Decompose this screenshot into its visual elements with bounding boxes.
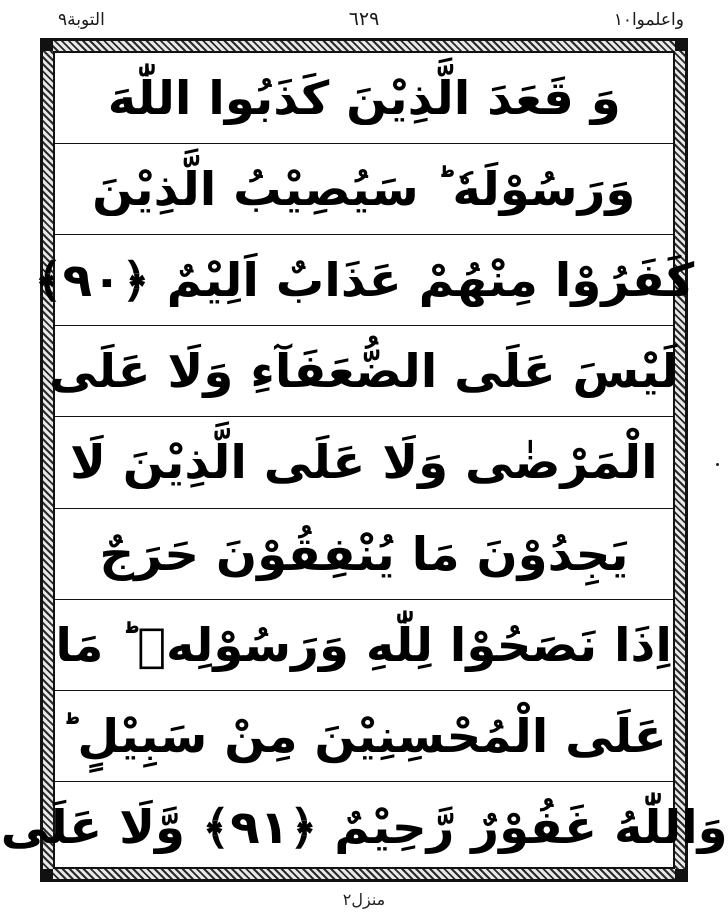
manzil-footer: منزل٢ <box>342 890 386 909</box>
quran-line-text: يَجِدُوْنَ مَا يُنْفِقُوْنَ حَرَجٌ <box>99 526 629 581</box>
quran-line <box>55 600 673 691</box>
page-number: ٦٢٩ <box>348 8 380 30</box>
surah-name: التوبة٩ <box>58 10 105 30</box>
quran-line-text: اِذَا نَصَحُوْا لِلّٰهِ وَرَسُوْلِهٖ ؕ مَا <box>55 617 673 672</box>
quran-line-text: وَاللّٰهُ غَفُوْرٌ رَّحِيْمٌ ﴿٩١﴾ وَّلَا عَلَى <box>0 800 728 855</box>
quran-line-text: عَلَى الْمُحْسِنِيْنَ مِنْ سَبِيْلٍ ؕ <box>60 708 668 763</box>
corner-ornament <box>43 41 53 51</box>
quran-line-text: كَفَرُوْا مِنْهُمْ عَذَابٌ اَلِيْمٌ ﴿٩٠﴾ <box>34 253 694 308</box>
quran-line <box>34 235 694 326</box>
quran-text-area <box>0 51 728 869</box>
corner-ornament <box>675 869 685 879</box>
corner-ornament <box>675 41 685 51</box>
page-border-frame <box>0 38 728 882</box>
quran-line-text: وَرَسُوْلَهٗ ؕ سَيُصِيْبُ الَّذِيْنَ <box>92 162 636 217</box>
quran-line <box>0 782 728 873</box>
page-header <box>0 6 728 34</box>
juz-name: واعلموا١٠ <box>613 10 684 30</box>
quran-line <box>49 326 679 417</box>
quran-line <box>55 144 673 235</box>
margin-mark <box>716 463 719 466</box>
quran-line <box>55 509 673 600</box>
quran-line <box>55 691 673 782</box>
quran-line-text: الْمَرْضٰى وَلَا عَلَى الَّذِيْنَ لَا <box>70 435 658 490</box>
quran-line-text: لَيْسَ عَلَى الضُّعَفَآءِ وَلَا عَلَى <box>49 344 679 399</box>
quran-line <box>55 53 673 144</box>
quran-line <box>55 417 673 508</box>
quran-line-text: وَ قَعَدَ الَّذِيْنَ كَذَبُوا اللّٰهَ <box>107 71 621 126</box>
corner-ornament <box>43 869 53 879</box>
